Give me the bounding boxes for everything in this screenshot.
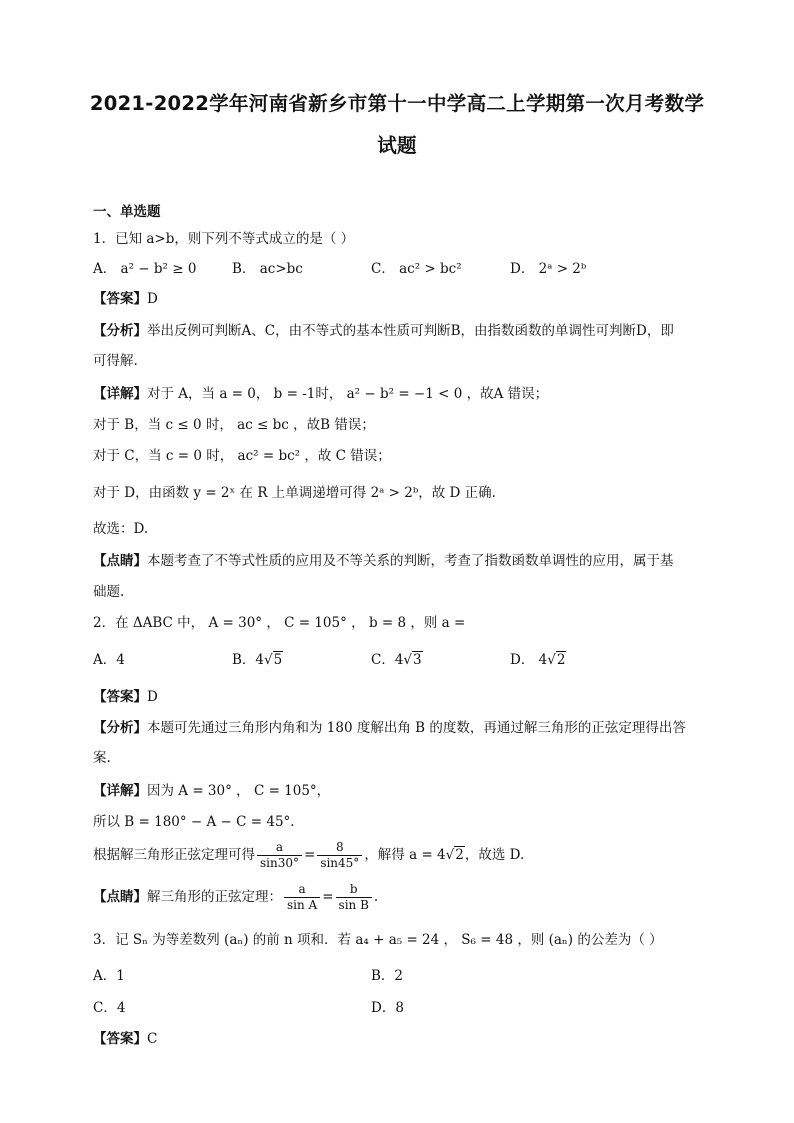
q2-detail3-post-a: ，解得 a = 4 [364,847,446,863]
q3-stem: 3．记 Sₙ 为等差数列 (aₙ) 的前 n 项和．若 a₄ + a₅ = 24 ， S₆ = 48 ，则 (aₙ) 的公差为（ ） [93,932,663,948]
q2-comment-pre: 解三角形的正弦定理： [147,889,282,905]
q2-detail3-radicand: 2 [455,847,464,863]
q3-option-a: A．1 [93,968,125,984]
sqrt-symbol: √ [403,652,413,668]
q2-detail-line3 [93,837,524,873]
analysis-tag: 【分析】 [93,323,147,339]
comment-tag: 【点睛】 [93,553,147,569]
answer-tag: 【答案】 [93,291,147,307]
q2-option-c-prefix: C．4 [371,652,404,668]
fraction-numerator: a [284,882,320,898]
q2-stem: 2．在 ΔABC 中， A = 30° ， C = 105° ， b = 8 ，则 a = [93,615,466,631]
fraction-denominator: sin30° [260,856,299,870]
q2-analysis-line1 [93,718,686,738]
q1-analysis-text1: 举出反例可判断A、C，由不等式的基本性质可判断B，由指数函数的单调性可判断D，即 [147,323,674,339]
q3-answer-line [93,1029,157,1049]
section-heading: 一、单选题 [93,204,161,220]
fraction-numerator: 8 [317,840,362,856]
comment-tag: 【点睛】 [93,889,147,905]
q2-detail-text1: 因为 A = 30° ， C = 105°， [147,783,331,799]
q3-option-c: C．4 [93,1000,126,1016]
q1-detail-line1 [93,384,548,404]
sqrt-symbol: √ [264,652,273,668]
q2-comment-line [93,879,378,915]
q1-option-b: B． ac>bc [232,261,303,277]
answer-tag: 【答案】 [93,689,147,705]
q2-option-d [510,650,566,670]
sqrt-symbol: √ [445,847,455,863]
q3-option-d: D．8 [371,1000,404,1016]
analysis-tag: 【分析】 [93,720,147,736]
q2-option-b-radicand: 5 [273,652,283,668]
q2-answer: D [147,689,158,705]
q1-comment-text1: 本题考查了不等式性质的应用及不等关系的判断，考查了指数函数单调性的应用，属于基 [147,553,674,569]
fraction-numerator: a [257,840,302,856]
q2-comment-post: . [373,889,379,905]
fraction-a-over-sin30 [257,840,302,871]
q2-detail-line1 [93,781,330,801]
q2-option-b-prefix: B．4 [232,652,265,668]
q1-detail-line5: 故选：D. [93,521,149,537]
answer-tag: 【答案】 [93,1031,147,1047]
q1-answer-line [93,289,158,309]
doc-title-line2: 试题 [377,134,417,157]
q3-answer: C [147,1031,158,1047]
q2-detail3-pre: 根据解三角形正弦定理可得 [93,847,255,863]
fraction-denominator: sin45° [320,856,360,870]
fraction-a-over-sinA [284,882,320,913]
q2-analysis-text1: 本题可先通过三角形内角和为 180 度解出角 B 的度数，再通过解三角形的正弦定理得出答 [147,720,686,736]
q1-option-a: A． a² − b² ≥ 0 [93,261,197,277]
q3-option-b: B．2 [371,968,404,984]
fraction-denominator: sin B [338,898,369,912]
q1-detail-line4: 对于 D，由函数 y = 2ˣ 在 R 上单调递增可得 2ᵃ > 2ᵇ，故 D 正确. [93,485,496,501]
q2-option-d-radicand: 2 [556,652,566,668]
q1-comment-line2: 础题. [93,584,125,600]
doc-title-line1: 2021-2022学年河南省新乡市第十一中学高二上学期第一次月考数学 [89,92,705,115]
sqrt-symbol: √ [547,652,556,668]
q2-option-c-radicand: 3 [413,652,422,668]
q1-detail-line3: 对于 C，当 c = 0 时， ac² = bc² ，故 C 错误； [93,448,391,464]
q1-answer: D [147,291,158,307]
q2-option-a: A．4 [93,652,125,668]
detail-tag: 【详解】 [93,386,147,402]
fraction-numerator: b [336,882,372,898]
q2-option-b [232,650,283,670]
q1-analysis-line1 [93,321,674,341]
q2-option-c [371,650,423,670]
fraction-8-over-sin45 [317,840,362,871]
equals-sign: = [304,847,316,863]
equals-sign: = [322,889,334,905]
q1-detail-text1: 对于 A，当 a = 0， b = -1时， a² − b² = −1 < 0 ，故A 错误； [147,386,549,402]
q2-analysis-line2: 案. [93,750,111,766]
q2-detail3-post-b: ，故选 D. [464,847,525,863]
q1-detail-line2: 对于 B，当 c ≤ 0 时， ac ≤ bc ，故B 错误； [93,417,375,433]
q2-option-d-prefix: D． 4 [510,652,548,668]
q2-detail-line2: 所以 B = 180° − A − C = 45°. [93,814,295,830]
q1-option-c: C． ac² > bc² [371,261,462,277]
q1-comment-line1 [93,551,674,571]
q1-option-d: D． 2ᵃ > 2ᵇ [510,261,587,277]
detail-tag: 【详解】 [93,783,147,799]
q1-stem: 1．已知 a>b，则下列不等式成立的是（ ） [93,231,355,247]
q2-answer-line [93,687,158,707]
fraction-denominator: sin A [287,898,318,912]
fraction-b-over-sinB [336,882,372,913]
q1-analysis-line2: 可得解. [93,353,138,369]
